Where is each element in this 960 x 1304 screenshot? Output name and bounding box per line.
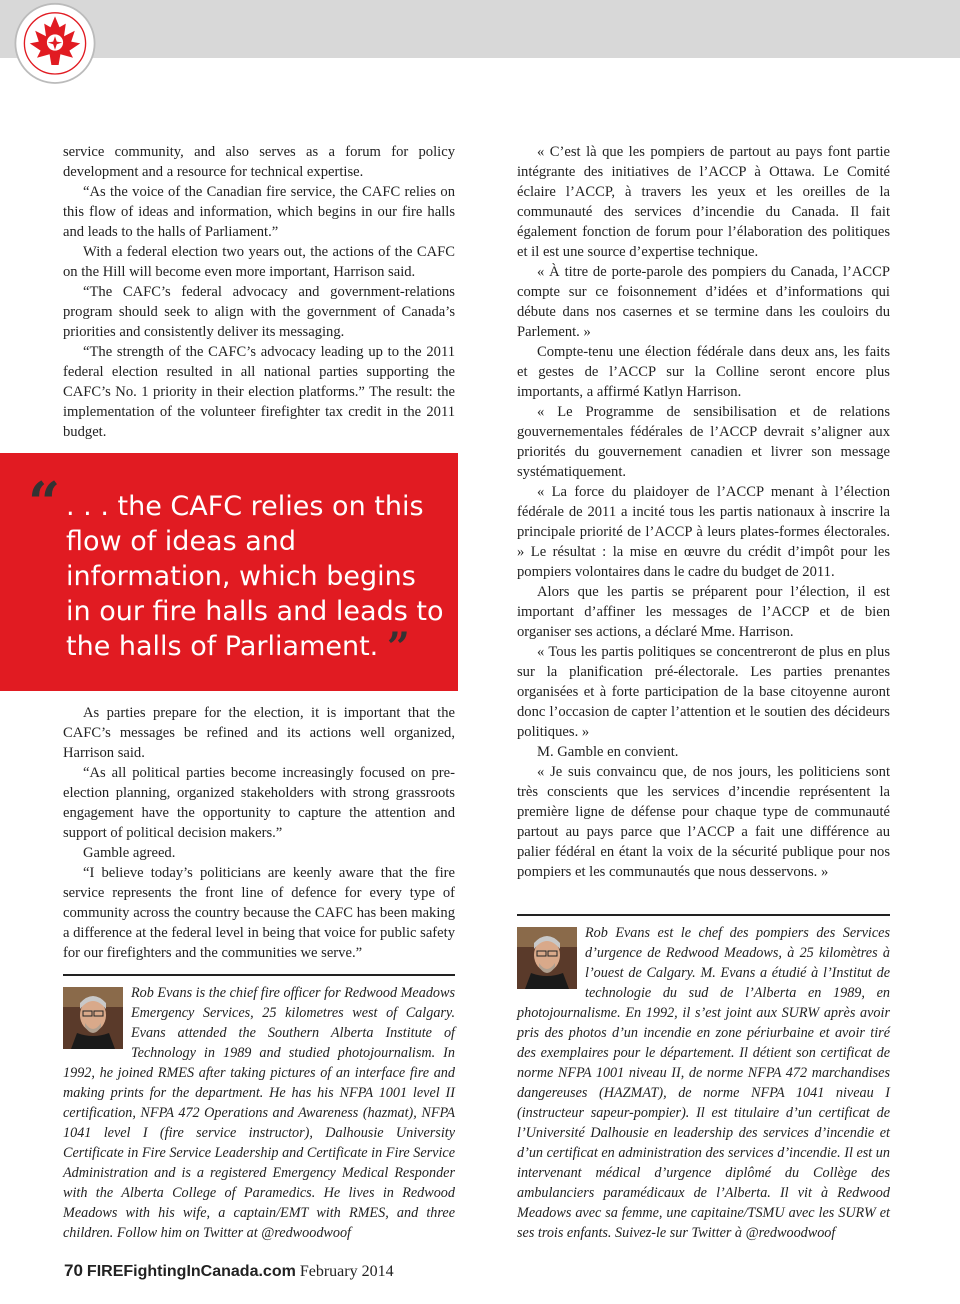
paragraph: « Je suis convaincu que, de nos jours, les politiciens sont très conscients que les services d’incendie représentent la première ligne de défense pour chaque type de communauté partout au pays parce que l’ACCP a fait une différence au palier fédéral en étant la voix de la sécurité publique pour nos pompiers et les communautés que nous desservons. » <box>517 764 890 880</box>
french-article <box>517 142 890 882</box>
author-photo <box>63 987 123 1049</box>
english-article-top <box>63 142 455 442</box>
page-number: 70 <box>64 1261 83 1280</box>
paragraph: « À titre de porte-parole des pompiers du Canada, l’ACCP compte sur ce foisonnement d’idées et d’informations qui débute dans nos casernes et se termine dans les couloirs du Parlement. » <box>517 264 890 340</box>
cafc-maple-leaf-seal-icon <box>10 2 100 92</box>
paragraph: Alors que les partis se préparent pour l’élection, il est important d’affiner les messages de l’ACCP et de bien organiser ses actions, a déclaré Mme. Harrison. <box>517 584 890 640</box>
pull-quote-body: . . . the CAFC relies on this flow of ideas and information, which begins in our fire halls and leads to the halls of Parliament. <box>66 491 444 662</box>
paragraph: As parties prepare for the election, it is important that the CAFC’s messages be refined and its actions well organized, Harrison said. <box>63 705 455 761</box>
site-name: FIREFightingInCanada.com <box>86 1263 296 1280</box>
bio-text: Rob Evans is the chief fire officer for Redwood Meadows Emergency Services, 25 kilometres west of Calgary. Evans attended the Southern Alberta Institute of Technology in 1989 and studied photojournalism. In 1992, he joined RMES after taking pictures of an interface fire and making prints for the department. He has his NFPA 1001 level II certification, NFPA 472 Operations and Awareness (hazmat), NFPA 1041 level I (fire service instructor), Dalhousie University Certificate in Fire Service Leadership and Certificate in Fire Service Administration and is a registered Emergency Medical Responder with the Alberta College of Paramedics. He lives in Redwood Meadows with his wife, a captain/EMT with RMES, and three children. Follow him on Twitter at @redwoodwoof <box>63 985 455 1241</box>
bio-text: Rob Evans est le chef des pompiers des Services d’urgence de Redwood Meadows, à 25 kilomètres à l’ouest de Calgary. M. Evans a étudié à l’Institut de technologie du sud de l’Alberta en 1989, en photojournalisme. En 1992, il s’est joint aux SURW après avoir pris des photos d’un incendie en zone périurbaine et avoir tiré des exemplaires pour le département. Il détient son certificat de norme NFPA 1001 niveau II, de norme NFPA 472 marchandises dangereuses (HAZMAT), de norme NFPA 1041 niveau I (instructeur sapeur-pompier). Il est titulaire d’un certificat de l’Université Dalhousie en leadership des services d’incendie et d’un certificat en administration des services d’incendie. Il est un intervenant médical d’urgence diplômé du Collège des ambulanciers paramédicaux de l’Alberta. Il vit à Redwood Meadows avec sa femme, une capitaine/TSMU avec les SURW et ses trois enfants. Suivez-le sur Twitter à @redwoodwoof <box>517 925 890 1241</box>
paragraph: “The CAFC’s federal advocacy and government-relations program should seek to align with the government of Canada’s priorities and consistently deliver its messaging. <box>63 284 455 340</box>
author-photo <box>517 927 577 989</box>
paragraph: “The strength of the CAFC’s advocacy leading up to the 2011 federal election resulted in all national parties supporting the CAFC’s No. 1 priority in their election platforms.” The result: the implementation of the volunteer firefighter tax credit in the 2011 budget. <box>63 344 455 440</box>
pull-quote-box <box>0 453 458 691</box>
paragraph: « La force du plaidoyer de l’ACCP menant à l’élection fédérale de 2011 a incité tous les partis nationaux à inscrire la principale priorité de l’ACCP à leurs plates-formes électorales. » Le résultat : la mise en œuvre du crédit d’impôt pour les pompiers volontaires dans le cadre du budget de 2011. <box>517 484 890 580</box>
paragraph: « Tous les partis politiques se concentreront de plus en plus sur la planification pré-électorale. Les parties prenantes organisées et à forte participation de la base citoyenne auront donc l’occasion de capter l’attention et le soutien des décideurs politiques. » <box>517 644 890 740</box>
author-bio-en <box>63 983 455 1243</box>
issue-date: February 2014 <box>299 1263 394 1280</box>
paragraph: « C’est là que les pompiers de partout au pays font partie intégrante des initiatives de l’ACCP à Ottawa. Le Comité éclaire l’ACCP, à travers les yeux et les oreilles de la communauté des services d’incendie du Canada. Il fait également fonction de forum pour l’élaboration des politiques et il est une source d’expertise technique. <box>517 144 890 260</box>
bio-divider-fr <box>517 914 890 916</box>
paragraph: “As all political parties become increasingly focused on pre-election planning, organized stakeholders with strong grassroots engagement have the opportunity to capture the attention and support of political decision makers.” <box>63 765 455 841</box>
english-article-bottom <box>63 703 455 963</box>
paragraph: « Le Programme de sensibilisation et de relations gouvernementales fédérales de l’ACCP devrait s’aligner aux priorités du gouvernement canadien et livrer son message systématiquement. <box>517 404 890 480</box>
paragraph: With a federal election two years out, the actions of the CAFC on the Hill will become even more important, Harrison said. <box>63 244 455 280</box>
header-bar <box>0 0 960 58</box>
paragraph: Gamble agreed. <box>83 845 176 861</box>
paragraph: M. Gamble en convient. <box>537 744 679 760</box>
open-quote-mark: “ <box>28 470 61 536</box>
bio-divider-en <box>63 974 455 976</box>
close-quote-mark: ” <box>386 624 410 671</box>
paragraph: “As the voice of the Canadian fire service, the CAFC relies on this flow of ideas and information, which begins in our fire halls and leads to the halls of Parliament.” <box>63 184 455 240</box>
paragraph: Compte-tenu une élection fédérale dans deux ans, les faits et gestes de l’ACCP sur la Colline seront encore plus importants, a affirmé Katlyn Harrison. <box>517 344 890 400</box>
author-bio-fr <box>517 923 890 1243</box>
pull-quote-text <box>66 489 446 671</box>
paragraph: service community, and also serves as a forum for policy development and a resource for technical expertise. <box>63 144 455 180</box>
page-footer <box>64 1261 394 1281</box>
paragraph: “I believe today’s politicians are keenly aware that the fire service represents the front line of defence for every type of community across the country because the CAFC has been making a difference at the federal level in being that voice for public safety for our firefighters and the communities we serve.” <box>63 865 455 961</box>
